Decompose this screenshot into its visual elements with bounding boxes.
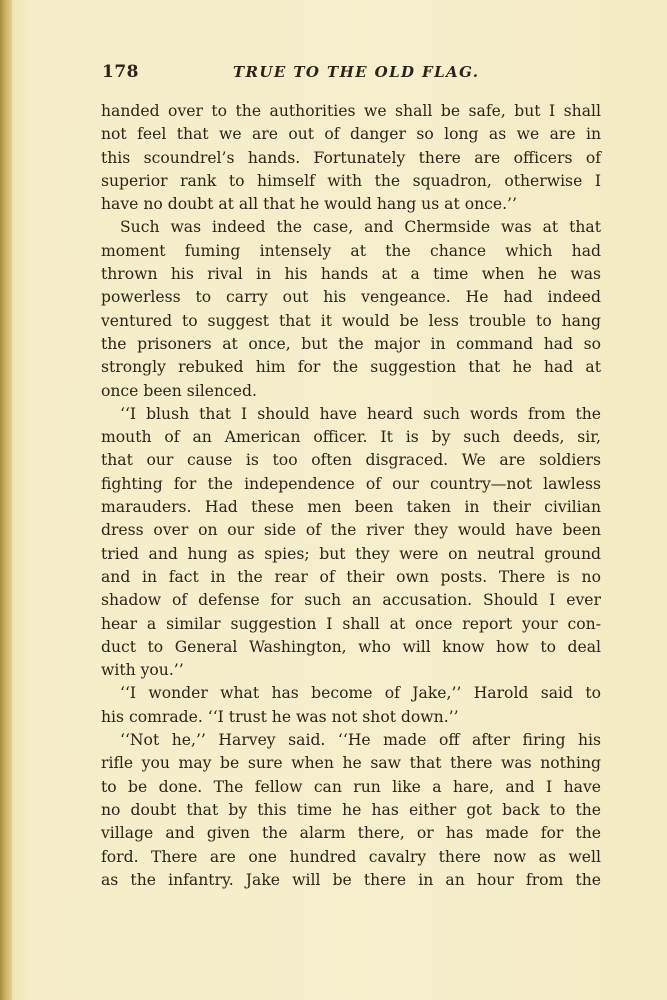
body-text (101, 100, 601, 892)
page-header (102, 62, 602, 86)
text-line: the prisoners at once, but the major in command had so (101, 334, 601, 353)
text-line: this scoundrel’s hands. Fortunately there are officers of (101, 148, 601, 167)
text-line: dress over on our side of the river they would have been (101, 521, 601, 540)
text-line: ford. There are one hundred cavalry there now as well (101, 847, 601, 866)
page-number: 178 (102, 62, 139, 82)
text-line: have no doubt at all that he would hang us at once.’’ (101, 195, 517, 214)
text-line: handed over to the authorities we shall be safe, but I shall (101, 102, 601, 120)
text-line: ‘‘I wonder what has become of Jake,’’ Harold said to (120, 684, 601, 703)
running-head: TRUE TO THE OLD FLAG. (233, 63, 480, 81)
text-line: powerless to carry out his vengeance. He had indeed (101, 288, 601, 307)
text-line: marauders. Had these men been taken in their civilian (101, 498, 601, 517)
text-line: not feel that we are out of danger so long as we are in (101, 125, 601, 144)
text-line: fighting for the independence of our country—not lawless (101, 474, 601, 493)
text-line: tried and hung as spies; but they were on neutral ground (101, 544, 601, 563)
text-line: superior rank to himself with the squadron, otherwise I (101, 171, 601, 190)
text-line: strongly rebuked him for the suggestion that he had at (101, 358, 601, 377)
text-line: shadow of defense for such an accusation. Should I ever (101, 591, 601, 610)
text-line: with you.’’ (101, 661, 184, 680)
text-line: hear a similar suggestion I shall at once report your con- (101, 614, 601, 633)
text-line: that our cause is too often disgraced. We are soldiers (101, 451, 601, 470)
text-line: ‘‘I blush that I should have heard such words from the (120, 404, 601, 423)
text-line: thrown his rival in his hands at a time when he was (101, 265, 601, 284)
text-line: mouth of an American officer. It is by such deeds, sir, (101, 428, 601, 447)
text-line: ‘‘Not he,’’ Harvey said. ‘‘He made off after firing his (120, 731, 601, 750)
text-line: Such was indeed the case, and Chermside was at that (120, 218, 601, 237)
text-line: rifle you may be sure when he saw that there was nothing (101, 754, 601, 773)
text-line: to be done. The fellow can run like a hare, and I have (101, 777, 601, 796)
text-line: his comrade. ‘‘I trust he was not shot down.’’ (101, 707, 459, 726)
book-spine-edge (0, 0, 12, 1000)
text-line: as the infantry. Jake will be there in an hour from the (101, 870, 601, 889)
text-line: ventured to suggest that it would be less trouble to hang (101, 311, 601, 330)
text-line: and in fact in the rear of their own posts. There is no (101, 567, 601, 586)
text-line: no doubt that by this time he has either got back to the (101, 800, 601, 819)
text-line: moment fuming intensely at the chance which had (101, 241, 601, 260)
text-line: once been silenced. (101, 381, 257, 400)
text-line: village and given the alarm there, or has made for the (101, 824, 601, 843)
text-line: duct to General Washington, who will know how to deal (101, 637, 601, 656)
